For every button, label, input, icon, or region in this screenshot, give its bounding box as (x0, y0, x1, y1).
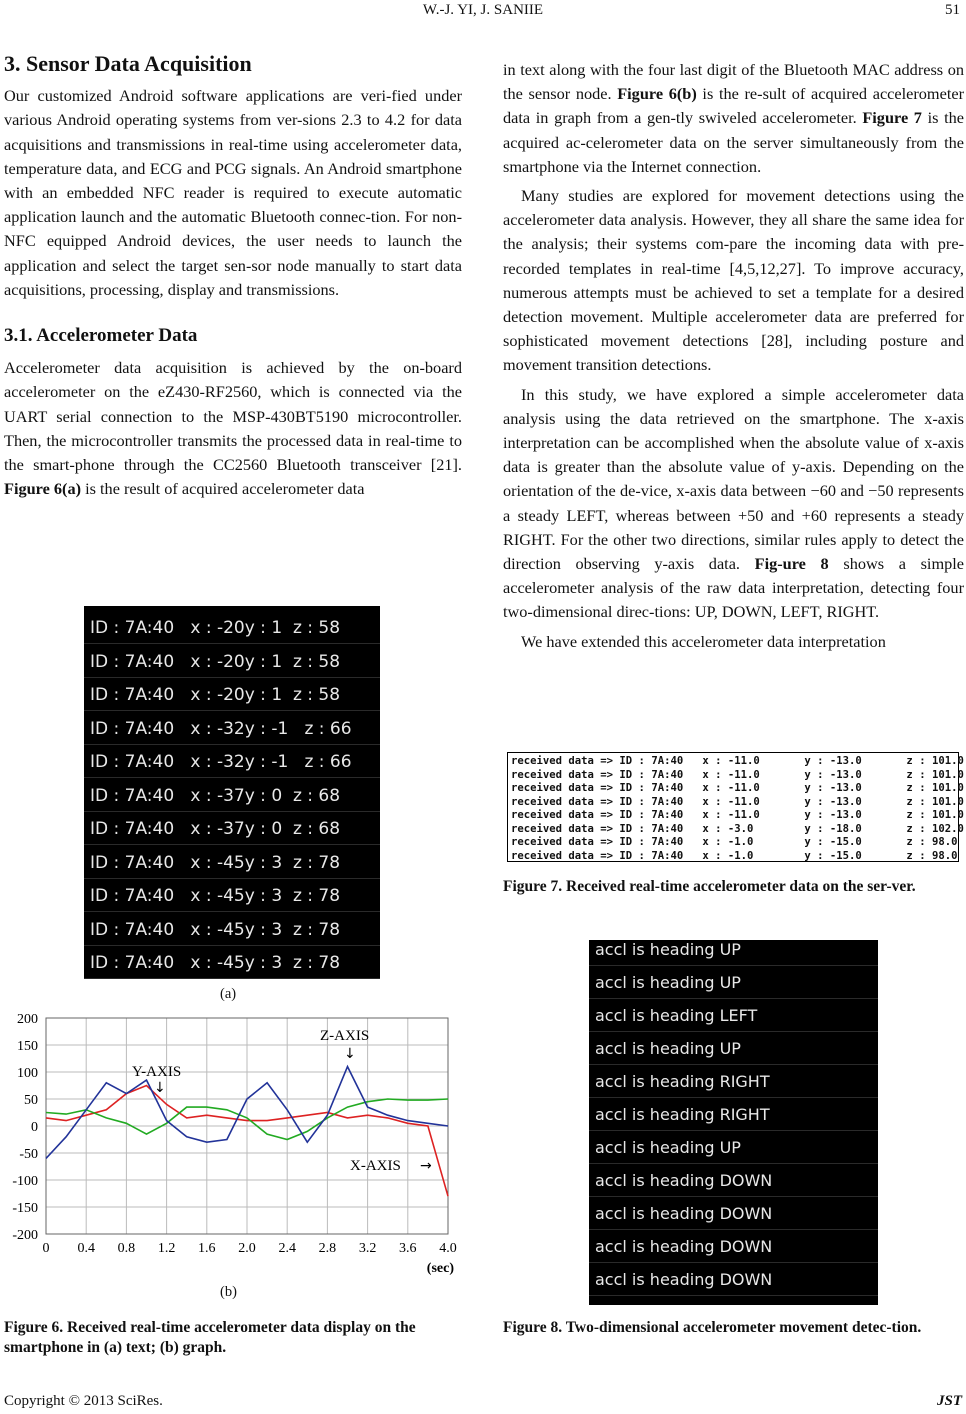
page-number: 51 (945, 2, 960, 18)
figure-ref: Figure 7 (862, 108, 922, 128)
server-log-line: received data => ID : 7A:40 x : -11.0 y : -13.0 z : 101.0 (511, 809, 964, 821)
y-tick-label: 200 (17, 1012, 38, 1027)
phone-data-row: ID : 7A:40 x : -20y : 1 z : 58 (84, 679, 380, 711)
paragraph: in text along with the four last digit of the Bluetooth MAC address on the sensor node. Figure 6(b) is the re-sult of acquired accelerometer data in graph from a gen-tly swiveled accelerometer. Figure 7 is the acquired ac-celerometer data on the server simultaneously from the smartphone via the Internet connection. (503, 60, 964, 176)
phone-data-row: ID : 7A:40 x : -32y : -1 z : 66 (84, 713, 380, 745)
phone-data-row: ID : 7A:40 x : -45y : 3 z : 78 (84, 914, 380, 946)
server-log-line: received data => ID : 7A:40 x : -1.0 y : -15.0 z : 98.0 (511, 836, 958, 848)
server-log-line: received data => ID : 7A:40 x : -11.0 y : -13.0 z : 101.0 (511, 795, 964, 808)
annotation-arrow: ↓ (154, 1080, 166, 1096)
y-tick-label: 0 (31, 1120, 38, 1135)
phone-data-row: ID : 7A:40 x : -20y : 1 z : 58 (84, 646, 380, 678)
paragraph: In this study, we have explored a simple accelerometer data analysis using the data retrieved on the smartphone. The x-axis interpretation can be accomplished when the absolute value of x-axis data is greater than the absolute value of y-axis. Depending on the orientation of the de-vice, x-axis data between −60 and −50 represents a steady LEFT, whereas between +50 and +60 represents a steady RIGHT. For the other two directions, similar rules apply to detect the direction observing y-axis data. Fig-ure 8 shows a simple accelerometer analysis of the raw data interpretation, detecting four two-dimensional direc-tions: UP, DOWN, LEFT, RIGHT. (503, 384, 964, 622)
annotation-label: Z-AXIS (320, 1028, 370, 1044)
fig6b-label: (b) (220, 1284, 237, 1300)
heading-row: accl is heading UP (589, 967, 878, 999)
x-tick-label: 2.8 (318, 1241, 337, 1256)
heading-row: accl is heading LEFT (589, 1000, 878, 1032)
server-log-line: received data => ID : 7A:40 x : -1.0 y : -15.0 z : 98.0 (511, 849, 958, 862)
annotation-label: X-AXIS (350, 1158, 401, 1174)
subsection-title: 3.1. Accelerometer Data (4, 325, 198, 347)
figure7-caption: Figure 7. Received real-time accelerometer data on the ser-ver. (503, 878, 916, 895)
server-log-line: received data => ID : 7A:40 x : -11.0 y : -13.0 z : 101.0 (511, 768, 964, 781)
x-axis-label: (sec) (426, 1261, 454, 1276)
right-column-text (503, 58, 964, 654)
figure6-caption: Figure 6. Received real-time accelerometer data display on the smartphone in (a) text; (b) graph. (4, 1319, 416, 1356)
paragraph: Our customized Android software applications are veri-fied under various Android operating systems from ver-sions 2.3 to 4.2 for data acquisitions and transmissions in real-time using accelerometer data, temperature data, and ECG and PCG signals. An Android smartphone with an embedded NFC reader is required to execute automatic application launch and the automatic Bluetooth connec-tion. For non-NFC equipped Android devices, the user needs to launch the application and select the target sen-sor node manually to start data acquisitions, processing, display and transmissions. (4, 86, 462, 299)
y-tick-label: -50 (19, 1147, 38, 1162)
x-tick-label: 1.6 (198, 1241, 216, 1256)
heading-row: accl is heading RIGHT (589, 1099, 878, 1131)
heading-row: accl is heading DOWN (589, 1231, 878, 1263)
fig7-server-log (507, 752, 964, 862)
copyright: Copyright © 2013 SciRes. (4, 1393, 163, 1409)
phone-data-row: ID : 7A:40 x : -32y : -1 z : 66 (84, 746, 380, 778)
paragraph: We have extended this accelerometer data interpretation (521, 631, 886, 651)
y-tick-label: -150 (12, 1201, 38, 1216)
figure-ref: Fig-ure 8 (754, 554, 829, 574)
annotation-arrow: ↓ (344, 1046, 356, 1062)
phone-data-row: ID : 7A:40 x : -45y : 3 z : 78 (84, 947, 380, 979)
x-tick-label: 2.0 (238, 1241, 256, 1256)
section-title: 3. Sensor Data Acquisition (4, 51, 252, 76)
left-column-top (4, 52, 462, 501)
phone-data-row: ID : 7A:40 x : -45y : 3 z : 78 (84, 847, 380, 879)
y-tick-label: -200 (12, 1228, 38, 1243)
heading-row: accl is heading DOWN (589, 1165, 878, 1197)
page-header (0, 2, 966, 22)
x-tick-label: 0 (42, 1241, 50, 1256)
x-tick-label: 4.0 (439, 1241, 457, 1256)
x-tick-label: 3.2 (358, 1241, 377, 1256)
server-log-line: received data => ID : 7A:40 x : -11.0 y : -13.0 z : 101.0 (511, 782, 964, 794)
phone-data-row: ID : 7A:40 x : -37y : 0 z : 68 (84, 813, 380, 845)
figure-ref: Figure 6(b) (617, 84, 697, 104)
y-tick-label: 50 (24, 1093, 38, 1108)
phone-data-row: ID : 7A:40 x : -20y : 1 z : 58 (84, 612, 380, 644)
figure-ref: Figure 6(a) (4, 479, 82, 499)
heading-row: accl is heading UP (589, 1132, 878, 1164)
y-tick-label: -100 (12, 1174, 38, 1189)
phone-data-row: ID : 7A:40 x : -45y : 3 z : 78 (84, 880, 380, 912)
heading-row: accl is heading DOWN (589, 1198, 878, 1230)
fig6b-chart (4, 1008, 464, 1280)
heading-row: accl is heading RIGHT (589, 1066, 878, 1098)
x-tick-label: 1.2 (157, 1241, 176, 1256)
annotation-arrow: → (420, 1158, 432, 1174)
heading-row: accl is heading UP (589, 940, 878, 966)
fig6a-phone-screen (84, 606, 380, 979)
y-tick-label: 150 (17, 1039, 38, 1054)
running-title: W.-J. YI, J. SANIIE (422, 2, 544, 18)
server-log-line: received data => ID : 7A:40 x : -11.0 y : -13.0 z : 101.0 (511, 755, 964, 767)
annotation-label: Y-AXIS (132, 1064, 182, 1080)
x-tick-label: 2.4 (278, 1241, 296, 1256)
y-tick-label: 100 (17, 1066, 38, 1081)
fig6a-label: (a) (220, 986, 237, 1002)
heading-row: accl is heading UP (589, 1033, 878, 1065)
x-tick-label: 0.8 (117, 1241, 136, 1256)
server-log-line: received data => ID : 7A:40 x : -3.0 y : -18.0 z : 102.0 (511, 822, 964, 835)
figure8-caption: Figure 8. Two-dimensional accelerometer movement detec-tion. (503, 1319, 922, 1336)
phone-data-row: ID : 7A:40 x : -37y : 0 z : 68 (84, 780, 380, 812)
fig8-phone-screen (589, 940, 878, 1305)
heading-row: accl is heading DOWN (589, 1264, 878, 1296)
page-footer (4, 1393, 962, 1410)
x-tick-label: 0.4 (77, 1241, 95, 1256)
journal-name: JST (936, 1393, 962, 1409)
paragraph: Many studies are explored for movement detections using the accelerometer data analysis. However, they all share the same idea for the analysis; their systems com-pare the incoming data with pre-recorded templates in real-time [4,5,12,27]. To improve accuracy, numerous attempts must be achieved to set a template for a desired detection movement. Multiple accelerometer data are preferred for sophisticated movement detections [28], including posture and movement transition detections. (503, 186, 964, 375)
paragraph: Accelerometer data acquisition is achieved by the on-board accelerometer on the eZ430-RF2560, which is connected via the UART serial connection to the MSP-430BT5190 microcontroller. Then, the microcontroller transmits the processed data in real-time to the smart-phone through the CC2560 Bluetooth transceiver [21]. Figure 6(a) is the result of acquired accelerometer data (4, 358, 462, 499)
x-tick-label: 3.6 (399, 1241, 417, 1256)
